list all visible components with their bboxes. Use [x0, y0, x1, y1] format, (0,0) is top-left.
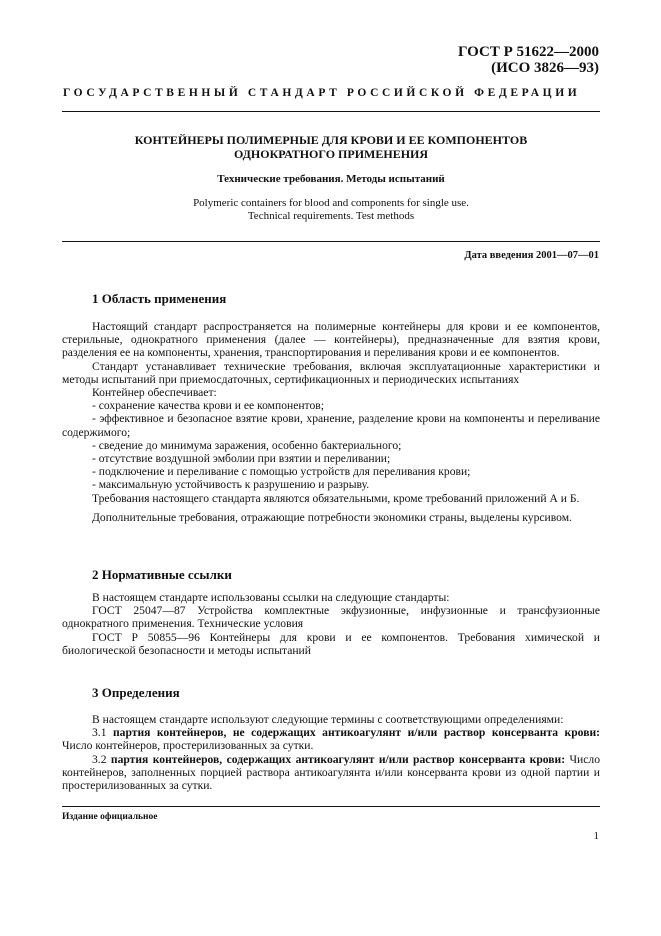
section-1-heading: 1 Область применения: [92, 291, 227, 306]
list-item: - сведение до минимума заражения, особенно бактериального;: [92, 438, 402, 452]
page-number: 1: [593, 830, 599, 842]
official-edition-label: Издание официальное: [62, 812, 158, 822]
section-3-body: [62, 713, 600, 792]
definition-text: Число контейнеров, заполненных порцией раствора антикоагулянта и/или консерванта крови из одной партии и простерилизованных за сутки.: [62, 752, 600, 793]
document-title: [62, 133, 600, 161]
introduction-date: Дата введения 2001—07—01: [464, 250, 599, 261]
section-2-body: [62, 591, 600, 657]
list-item: - подключение и переливание с помощью устройств для переливания крови;: [92, 465, 471, 479]
header-rule: [62, 111, 600, 112]
title-line-2: ОДНОКРАТНОГО ПРИМЕНЕНИЯ: [233, 147, 429, 161]
list-item: - сохранение качества крови и ее компонентов;: [92, 399, 324, 413]
list-item: - отсутствие воздушной эмболии при взятии и переливании;: [92, 452, 391, 466]
section-1-paragraph: Стандарт устанавливает технические требования, включая эксплуатационные характеристики и методы испытаний при приемосдаточных, сертификационных и периодических испытаниях: [62, 359, 600, 386]
reference-item: ГОСТ Р 50855—96 Контейнеры для крови и ее компонентов. Требования химической и биологической безопасности и методы испытаний: [62, 630, 600, 657]
definition-number: 3.2: [92, 752, 111, 766]
title-rule: [62, 241, 600, 242]
section-1-paragraph: Дополнительные требования, отражающие потребности экономики страны, выделены курсивом.: [92, 510, 572, 524]
definition-number: 3.1: [92, 726, 113, 740]
definition-term: партия контейнеров, содержащих антикоагулянт и/или раствор консерванта крови:: [110, 752, 566, 766]
reference-item: ГОСТ 25047—87 Устройства комплектные экфузионные, инфузионные и трансфузионные однократного применения. Технические условия: [62, 604, 600, 631]
iso-number: (ИСО 3826—93): [491, 60, 599, 76]
footer-rule: [62, 806, 600, 807]
title-line-1: КОНТЕЙНЕРЫ ПОЛИМЕРНЫЕ ДЛЯ КРОВИ И ЕЕ КОМПОНЕНТОВ: [134, 133, 528, 147]
section-1-paragraph: Настоящий стандарт распространяется на полимерные контейнеры для крови и ее компонентов, стерильные, однократного применения (далее — контейнеры), предназначенные для взятия крови, разделения ее на компоненты, хранения, транспортирования и переливания крови и ее компонентов.: [62, 320, 600, 360]
section-3-paragraph: В настоящем стандарте используют следующие термины с соответствующими определениями:: [92, 713, 564, 726]
section-1-body: [62, 320, 600, 524]
definition-text: Число контейнеров, простерилизованных за сутки.: [62, 739, 314, 753]
section-2-paragraph: В настоящем стандарте использованы ссылки на следующие стандарты:: [92, 591, 450, 604]
english-title: [62, 197, 600, 223]
english-title-line-1: Polymeric containers for blood and components for single use.: [193, 197, 469, 209]
gost-designation: [458, 44, 599, 76]
section-3-heading: 3 Определения: [92, 685, 180, 700]
list-item: - максимальную устойчивость к разрушению и разрыву.: [92, 478, 370, 492]
section-1-paragraph: Контейнер обеспечивает:: [92, 386, 217, 400]
english-title-line-2: Technical requirements. Test methods: [247, 210, 415, 222]
definition-3-1: [62, 726, 600, 752]
gost-number: ГОСТ Р 51622—2000: [457, 44, 599, 60]
state-standard-banner: ГОСУДАРСТВЕННЫЙ СТАНДАРТ РОССИЙСКОЙ ФЕДЕРАЦИИ: [63, 87, 581, 99]
document-subtitle: Технические требования. Методы испытаний: [217, 173, 445, 185]
section-1-paragraph: Требования настоящего стандарта являются обязательными, кроме требований приложений А и Б.: [92, 491, 580, 505]
definition-term: партия контейнеров, не содержащих антикоагулянт и/или раствор консерванта крови:: [112, 726, 600, 740]
list-item: - эффективное и безопасное взятие крови, хранение, разделение крови на компоненты и переливание содержимого;: [62, 412, 600, 439]
definition-3-2: [62, 753, 600, 793]
section-2-heading: 2 Нормативные ссылки: [92, 567, 232, 582]
